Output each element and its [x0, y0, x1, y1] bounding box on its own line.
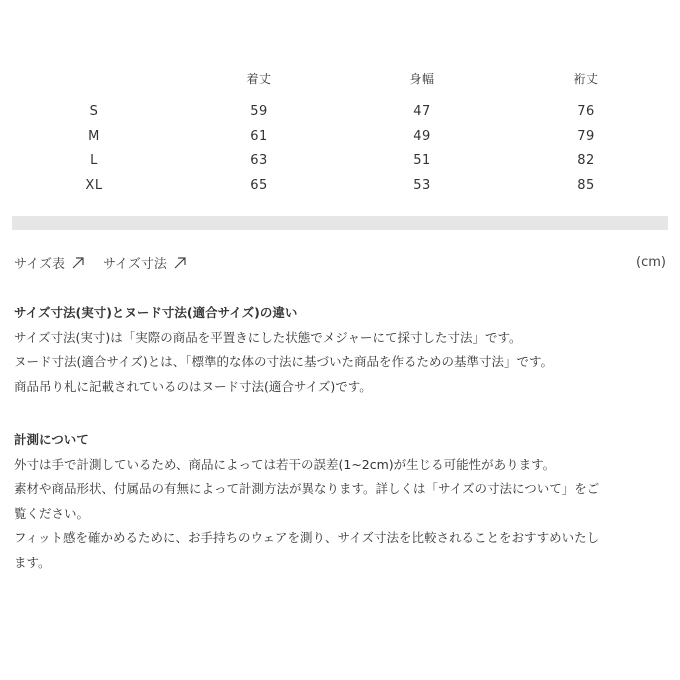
size-table: [12, 70, 668, 202]
table-cell: 53: [413, 177, 431, 193]
size-difference-section: [14, 301, 674, 399]
section-line: 商品吊り札に記載されているのはヌード寸法(適合サイズ)です。: [14, 378, 372, 394]
size-dimension-link-label: サイズ寸法: [102, 257, 167, 272]
section-line: フィット感を確かめるために、お手持ちのウェアを測り、サイズ寸法を比較されることをおすすめいたし: [14, 530, 600, 545]
measurement-section: [14, 428, 674, 575]
table-cell: 49: [413, 128, 431, 144]
table-cell-size: L: [90, 153, 98, 168]
section-line: サイズ寸法(実寸)は「実際の商品を平置きにした状態でメジャーにて採寸した寸法」です。: [14, 329, 522, 345]
table-row: [12, 178, 668, 203]
table-cell-size: XL: [85, 177, 103, 193]
section-line: 素材や商品形状、付属品の有無によって計測方法が異なります。詳しくは「サイズの寸法について」をご: [14, 481, 600, 496]
size-table-link[interactable]: [14, 253, 85, 272]
table-cell: 82: [577, 153, 595, 168]
table-header-cell: 着丈: [246, 72, 272, 86]
table-cell: 63: [250, 153, 268, 168]
table-cell: 76: [577, 104, 595, 119]
table-cell: 85: [577, 177, 595, 193]
size-dimension-link[interactable]: [103, 253, 187, 272]
external-arrow-icon: [71, 256, 85, 270]
table-row: [12, 153, 668, 178]
table-header-cell: 身幅: [409, 72, 435, 86]
table-header-cell: 裄丈: [573, 72, 599, 86]
divider-bar: [12, 216, 668, 230]
table-row: [12, 104, 668, 129]
section-title: 計測について: [14, 432, 89, 447]
table-header-row: [12, 70, 668, 104]
table-cell: 61: [250, 128, 268, 144]
table-cell-size: S: [89, 104, 99, 119]
table-cell: 65: [250, 177, 268, 193]
table-row: [12, 129, 668, 154]
size-links: [14, 253, 187, 272]
section-title: サイズ寸法(実寸)とヌード寸法(適合サイズ)の違い: [14, 305, 298, 320]
section-line: ます。: [14, 554, 51, 570]
table-cell: 59: [250, 104, 268, 119]
section-line: ヌード寸法(適合サイズ)とは、「標準的な体の寸法に基づいた商品を作るための基準寸法」です。: [14, 354, 554, 369]
table-cell-size: M: [88, 128, 100, 144]
table-cell: 79: [577, 128, 595, 144]
section-line: 覧ください。: [14, 505, 90, 521]
table-cell: 51: [413, 153, 431, 168]
unit-label: (cm): [636, 255, 666, 270]
external-arrow-icon: [173, 256, 187, 270]
section-line: 外寸は手で計測しているため、商品によっては若干の誤差(1~2cm)が生じる可能性があります。: [14, 456, 556, 472]
table-cell: 47: [413, 104, 431, 119]
size-table-link-label: サイズ表: [14, 257, 65, 272]
